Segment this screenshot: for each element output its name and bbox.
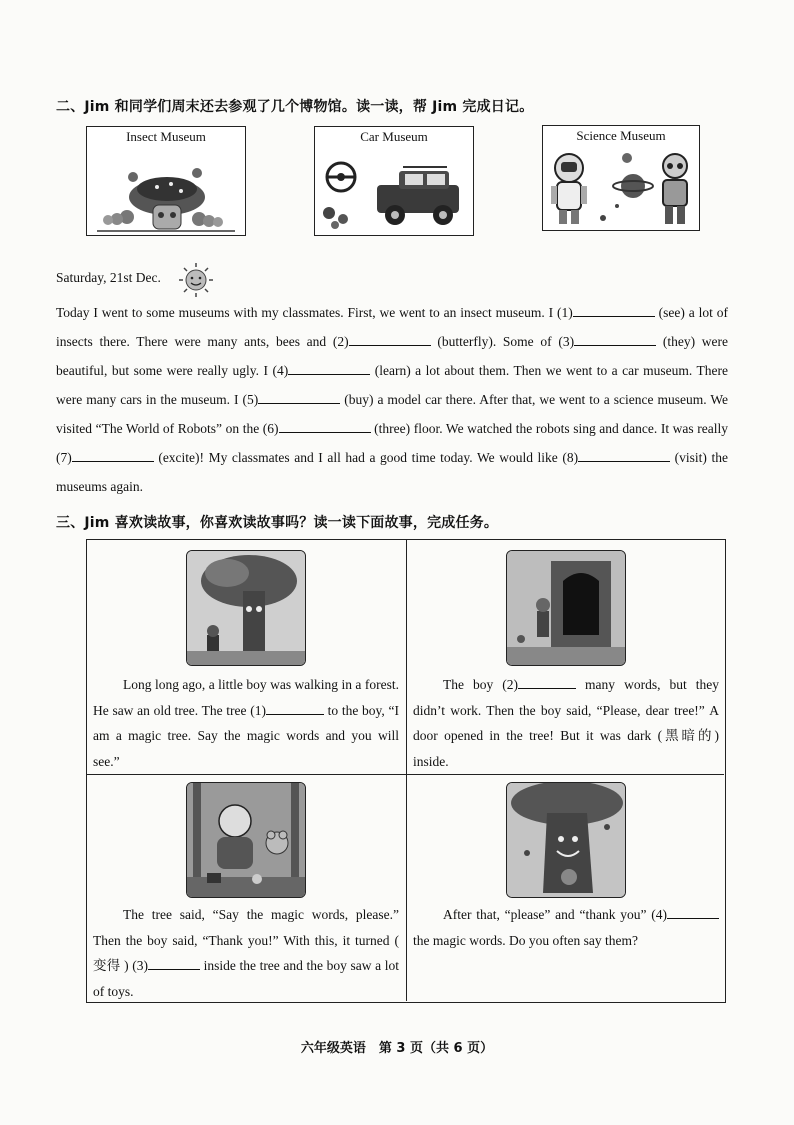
diary-text — [56, 298, 728, 501]
diary-sentence: (learn) a lot about them. Then we went to a car museum. There were many cars in the museum. I (5) — [56, 363, 728, 407]
car-museum-caption: Car Museum — [360, 129, 428, 144]
page-footer: 六年级英语 第 3 页（共 6 页） — [300, 1041, 494, 1056]
story-blank-2[interactable] — [518, 675, 576, 689]
story-paragraph-1 — [93, 672, 399, 774]
answer-blank-4[interactable] — [288, 361, 370, 375]
car-museum-picture — [314, 126, 474, 236]
answer-blank-7[interactable] — [72, 448, 154, 462]
toys-illustration-icon — [187, 783, 305, 897]
story-text: After that, “please” and “thank you” (4) — [443, 907, 667, 922]
story-picture-2 — [506, 550, 626, 666]
insect-illustration-icon — [87, 147, 245, 235]
story-text: many words, but they didn’t work. Then the boy said, “Please, dear tree!” A door opened in the tree! But it was dark (黑暗的) inside. — [413, 677, 719, 769]
science-museum-picture — [542, 125, 700, 231]
story-grid — [86, 539, 726, 1003]
diary-sentence: (visit) the museums again. — [56, 450, 728, 494]
story-blank-1[interactable] — [266, 701, 324, 715]
story-picture-4 — [506, 782, 626, 898]
insect-museum-picture — [86, 126, 246, 236]
story-text: inside the tree and the boy saw a lot of toys. — [93, 958, 399, 999]
diary-sentence: (they) were beautiful, but some were really ugly. I (4) — [56, 334, 729, 378]
story-paragraph-3 — [93, 902, 399, 1004]
answer-blank-8[interactable] — [578, 448, 670, 462]
story-paragraph-4 — [413, 902, 719, 953]
answer-blank-3[interactable] — [574, 332, 656, 346]
grid-divider — [87, 774, 724, 775]
story-text: Long long ago, a little boy was walking in a forest. He saw an old tree. The tree (1) — [93, 677, 399, 718]
diary-date: Saturday, 21st Dec. — [56, 270, 161, 285]
answer-blank-5[interactable] — [258, 390, 340, 404]
story-text: the magic words. Do you often say them? — [413, 932, 638, 948]
magic-tree-illustration-icon — [187, 551, 305, 665]
story-text: The boy (2) — [443, 677, 519, 692]
diary-sentence: (excite)! My classmates and I all had a good time today. We would like (8) — [153, 450, 579, 465]
answer-blank-1[interactable] — [573, 303, 655, 317]
story-text: to the boy, “I am a magic tree. Say the magic words and you will see.” — [93, 702, 399, 769]
answer-blank-2[interactable] — [349, 332, 431, 346]
diary-sentence: (buy) a model car there. After that, we went to a science museum. We visited “The World of Robots” on the (6) — [56, 392, 728, 436]
robot-illustration-icon — [543, 146, 699, 230]
happy-tree-illustration-icon — [507, 783, 625, 897]
diary-sentence: (three) floor. We watched the robots sing and dance. It was really (7) — [56, 421, 728, 465]
science-museum-caption: Science Museum — [576, 128, 666, 143]
story-picture-1 — [186, 550, 306, 666]
story-blank-4[interactable] — [667, 905, 719, 919]
insect-museum-caption: Insect Museum — [126, 129, 206, 144]
story-blank-3[interactable] — [148, 956, 200, 970]
story-picture-3 — [186, 782, 306, 898]
answer-blank-6[interactable] — [279, 419, 371, 433]
car-illustration-icon — [315, 147, 473, 235]
section-2-title: 二、Jim 和同学们周末还去参观了几个博物馆。读一读，帮 Jim 完成日记。 — [56, 99, 534, 115]
story-paragraph-2 — [413, 672, 719, 774]
story-text: The tree said, “Say the magic words, please.” Then the boy said, “Thank you!” With this, it turned ( 变得 ) (3) — [93, 907, 399, 973]
diary-sentence: Today I went to some museums with my classmates. First, we went to an insect museum. I (1) — [56, 305, 573, 320]
sun-icon — [176, 262, 216, 298]
diary-sentence: (see) a lot of insects there. There were many ants, bees and (2) — [56, 305, 728, 349]
tree-door-illustration-icon — [507, 551, 625, 665]
grid-divider — [406, 540, 407, 1001]
section-3-title: 三、Jim 喜欢读故事，你喜欢读故事吗？读一读下面故事，完成任务。 — [56, 515, 499, 531]
diary-sentence: (butterfly). Some of (3) — [430, 334, 575, 349]
